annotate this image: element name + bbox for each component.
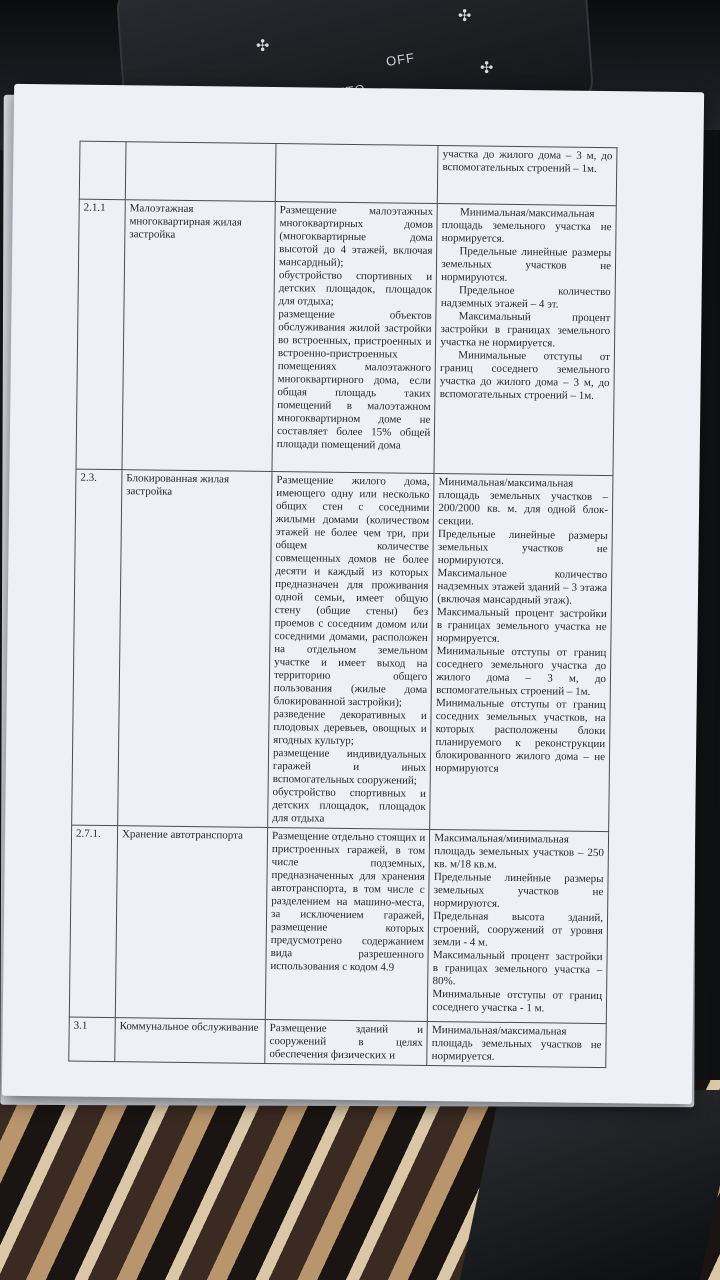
row-number: 3.1: [69, 1017, 115, 1062]
description-text: обустройство спортивных и детских площадок, площадок для отдыха: [272, 786, 426, 825]
parameter-text: Минимальные отступы от границ соседних земельных участков, на которых расположены блоки планируемого к реконструкции блокированного жилого дома – не нормируются: [435, 697, 606, 775]
parameter-text: участка до жилого дома – 3 м, до вспомогательных строений – 1м.: [442, 148, 613, 175]
description-text: Размещение жилого дома, имеющего одну или несколько общих стен с соседними жилыми домами (количеством этажей не более чем три, при общем количестве совмещенных домов не более десяти и каждый из которых предназначен для проживания одной семьи, имеет общую стену (общие стены) без проемов с соседним домом или соседними домами, расположен на отдельном земельном участке и имеет выход на территорию общего пользования (жилые дома блокированной застройки);: [273, 474, 430, 709]
table-row: [69, 825, 608, 1024]
row-number: 2.7.1.: [69, 825, 117, 1018]
use-type-name: Блокированная жилая застройка: [118, 470, 272, 828]
row-number: 2.3.: [72, 469, 122, 826]
parameter-text: Минимальная/максимальная площадь земельных участков не нормируется.: [431, 1023, 602, 1063]
dash-label-off: OFF: [385, 50, 416, 69]
use-type-name: Малоэтажная многоквартирная жилая застройка: [122, 200, 275, 472]
table-row: [76, 199, 616, 476]
parameter-text: Минимальные отступы от границ соседнего земельного участка до жилого дома – 3 м, до вспомогательных строений – 1м.: [439, 349, 610, 402]
use-description: [268, 472, 435, 830]
use-parameters: [427, 1021, 606, 1067]
use-description: [275, 144, 438, 204]
table-row: [79, 141, 617, 206]
use-parameters: [428, 829, 609, 1023]
description-text: обустройство спортивных и детских площадок, площадок для отдыха;: [278, 269, 433, 308]
fan-icon: ✣: [458, 6, 472, 25]
parameter-text: Предельная высота зданий, строений, сооружений от уровня земли - 4 м.: [432, 910, 604, 949]
parameter-text: Максимальный процент застройки в границах земельного участка не нормируется.: [440, 310, 611, 350]
row-number: 2.1.1: [76, 199, 125, 470]
zoning-table: [68, 141, 617, 1069]
parameter-text: Предельные линейные размеры земельных участков не нормируются.: [437, 528, 608, 567]
table-row: [69, 1017, 606, 1068]
parameter-text: Минимальные отступы от границ соседнего земельного участка до жилого дома – 3 м, до вспомогательных строений – 1м.: [436, 645, 607, 698]
car-console-bottom: [460, 1090, 720, 1280]
description-text: Размещение отдельно стоящих и пристроенных гаражей, в том числе подземных, предназначенных для хранения автотранспорта, в том числе с разделением на машино-места, за исключением гаражей, размещение которых предусмотрено содержанием вида разрешенного использования с кодом 4.9: [270, 830, 426, 974]
use-parameters: [430, 473, 613, 831]
description-text: Размещение зданий и сооружений в целях обеспечения физических и: [269, 1022, 424, 1062]
fan-icon: ✣: [256, 36, 270, 55]
use-parameters: [438, 146, 617, 206]
use-type-name: Коммунальное обслуживание: [115, 1018, 266, 1064]
use-description: [265, 827, 430, 1021]
parameter-text: Минимальные отступы от границ соседнего участка - 1 м.: [432, 988, 603, 1015]
parameter-text: Минимальная/максимальная площадь земельного участка не нормируется.: [441, 206, 612, 245]
parameter-text: Максимальное количество надземных этажей зданий – 3 этажа (включая мансардный этаж).: [437, 567, 608, 607]
table-row: [72, 469, 613, 832]
description-text: Размещение малоэтажных многоквартирных домов (многоквартирные дома высотой до 4 этажей, включая мансардный);: [278, 204, 434, 269]
use-description: [265, 1019, 428, 1065]
parameter-text: Максимальная/минимальная площадь земельных участков – 250 кв. м/18 кв.м.: [433, 832, 604, 871]
use-type-name: Хранение автотранспорта: [115, 826, 267, 1020]
fan-icon: ✣: [480, 58, 494, 77]
parameter-text: Максимальный процент застройки в границах земельного участка – 80%.: [432, 949, 603, 988]
parameter-text: Максимальный процент застройки в границах земельного участка не нормируется.: [436, 606, 607, 645]
use-description: [272, 202, 438, 474]
parameter-text: Предельные линейные размеры земельных участков не нормируются.: [433, 871, 604, 910]
description-text: размещение объектов обслуживания жилой застройки во встроенных, пристроенных и встроенно-пристроенных помещениях малоэтажного многоквартирного дома, если общая площадь таких помещений в малоэтажном многоквартирном доме не составляет более 15% общей площади помещений дома: [276, 308, 432, 452]
use-type-name: [125, 142, 276, 202]
description-text: разведение декоративных и плодовых деревьев, овощных и ягодных культур;: [273, 708, 427, 748]
document-page: [2, 84, 704, 1104]
use-parameters: [434, 204, 616, 476]
row-number: [79, 141, 126, 200]
parameter-text: Предельное количество надземных этажей – 4 эт.: [440, 284, 611, 311]
parameter-text: Предельные линейные размеры земельных участков не нормируются.: [441, 245, 612, 284]
parameter-text: Минимальная/максимальная площадь земельных участков – 200/2000 кв. м. для одной блок-секции.: [438, 476, 609, 528]
description-text: размещение индивидуальных гаражей и иных вспомогательных сооружений;: [272, 747, 427, 787]
